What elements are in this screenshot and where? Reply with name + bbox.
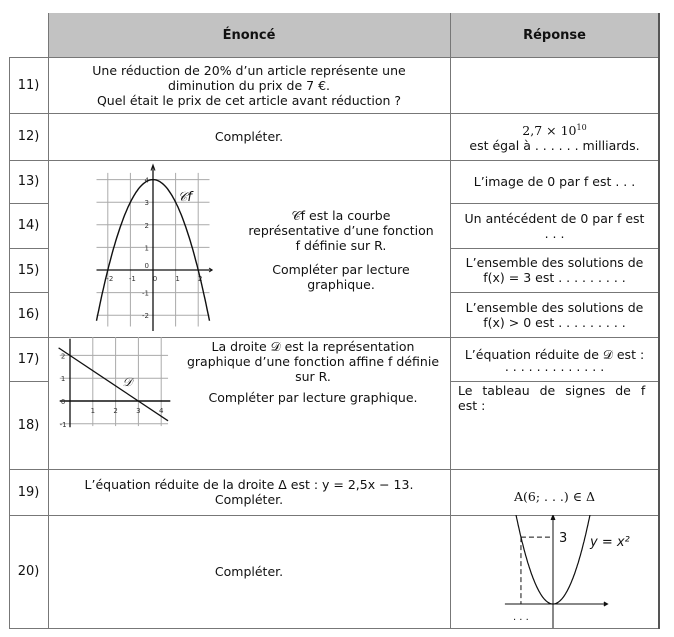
x-tick-label: 3 bbox=[136, 407, 141, 415]
y-tick-label: -2 bbox=[142, 312, 149, 321]
question-text: Compléter par lecture graphique. bbox=[208, 390, 418, 405]
answer-text: L’image de 0 par f est . . . bbox=[473, 174, 636, 189]
question-20: Compléter. bbox=[214, 564, 284, 579]
x-tick-label: 2 bbox=[197, 275, 203, 283]
question-17-18 bbox=[176, 339, 450, 429]
y-tick-label: 2 bbox=[144, 221, 149, 230]
question-text: Une réduction de 20% d’un article représente une bbox=[92, 62, 406, 78]
question-text: graphique. bbox=[307, 277, 375, 292]
x-tick-label: 1 bbox=[90, 407, 96, 415]
answer-17[interactable] bbox=[450, 337, 659, 381]
question-text: graphique d’une fonction affine f définie bbox=[186, 354, 440, 369]
y-tick-label: 2 bbox=[60, 352, 66, 361]
x-mark-label: . . . bbox=[512, 612, 529, 623]
square-function-graph bbox=[451, 515, 658, 637]
row-number: 14) bbox=[17, 218, 40, 233]
x-tick-label: -2 bbox=[106, 275, 114, 283]
header-reponse: Réponse bbox=[523, 27, 586, 43]
answer-18[interactable] bbox=[450, 381, 659, 469]
answer-15[interactable] bbox=[450, 248, 659, 292]
row-number: 19) bbox=[17, 484, 40, 500]
curve-label: y = x² bbox=[590, 535, 630, 551]
x-tick-label: 2 bbox=[113, 407, 118, 415]
x-tick-label: -1 bbox=[128, 275, 136, 283]
row-number: 13) bbox=[17, 174, 40, 189]
answer-text: f(x) > 0 est . . . . . . . . . bbox=[483, 314, 626, 330]
question-text: Compléter par lecture bbox=[272, 262, 410, 277]
question-text: diminution du prix de 7 €. bbox=[167, 77, 331, 93]
y-tick-label: 4 bbox=[144, 176, 149, 185]
row-number: 17) bbox=[17, 351, 40, 367]
answer-13[interactable] bbox=[450, 160, 659, 203]
answer-text: L’équation réduite de 𝒟 est : bbox=[464, 346, 645, 362]
question-text: Compléter. bbox=[214, 492, 284, 507]
y-tick-label: -1 bbox=[59, 420, 67, 429]
question-11 bbox=[48, 57, 450, 113]
answer-text: Le tableau de signes de f bbox=[458, 383, 646, 398]
line-label: 𝒟 bbox=[122, 375, 133, 390]
y-tick-label: 0 bbox=[144, 262, 149, 270]
y-tick-label: -1 bbox=[142, 289, 149, 298]
question-text: f définie sur R. bbox=[295, 238, 387, 253]
question-12: Compléter. bbox=[214, 129, 284, 144]
answer-text: L’ensemble des solutions de bbox=[465, 255, 644, 270]
question-text: La droite 𝒟 est la représentation bbox=[211, 339, 415, 354]
x-tick-label: 1 bbox=[175, 275, 180, 283]
answer-text: L’ensemble des solutions de bbox=[465, 299, 644, 315]
question-text: représentative d’une fonction bbox=[248, 223, 434, 238]
y-tick-label: 1 bbox=[60, 375, 66, 384]
answer-text: . . . bbox=[544, 225, 565, 241]
row-number: 16) bbox=[17, 307, 40, 322]
answer-text: f(x) = 3 est . . . . . . . . . bbox=[483, 270, 626, 285]
question-19 bbox=[48, 469, 450, 515]
row-number: 11) bbox=[17, 77, 40, 93]
header-enonce: Énoncé bbox=[222, 27, 276, 43]
x-tick-label: 0 bbox=[152, 275, 158, 283]
y-mark-label: 3 bbox=[559, 531, 568, 547]
answer-text: Un antécédent de 0 par f est bbox=[464, 210, 645, 226]
question-13-16 bbox=[232, 195, 450, 305]
answer-12[interactable] bbox=[450, 113, 659, 160]
y-axis-arrow bbox=[551, 515, 555, 520]
answer-16[interactable] bbox=[450, 292, 659, 337]
y-tick-label: 3 bbox=[144, 199, 149, 208]
row-number: 15) bbox=[17, 262, 40, 278]
curve-label: 𝒞f bbox=[177, 190, 192, 206]
y-tick-label: 1 bbox=[144, 244, 149, 253]
row-number: 20) bbox=[17, 564, 40, 579]
x-tick-label: 4 bbox=[158, 407, 164, 415]
question-text: sur R. bbox=[295, 369, 331, 384]
question-text: 𝒞f est la courbe bbox=[291, 208, 391, 223]
question-text: Quel était le prix de cet article avant réduction ? bbox=[96, 92, 402, 108]
line-graph bbox=[52, 337, 174, 433]
answer-11[interactable] bbox=[450, 57, 659, 113]
x-axis-arrow bbox=[604, 602, 608, 606]
question-text: L’équation réduite de la droite Δ est : y = 2,5x − 13. bbox=[84, 477, 414, 492]
row-number: 18) bbox=[17, 417, 40, 433]
answer-14[interactable] bbox=[450, 203, 659, 248]
row-number: 12) bbox=[17, 129, 40, 144]
answer-text: est : bbox=[458, 398, 486, 413]
answer-text: est égal à . . . . . . milliards. bbox=[469, 138, 640, 154]
answer-19[interactable]: A(6; . . .) ∈ Δ bbox=[513, 488, 595, 504]
scientific-number: $2,7 \times 10^{10}$ bbox=[522, 122, 587, 139]
answer-text: . . . . . . . . . . . . . bbox=[504, 358, 605, 374]
y-tick-label: 0 bbox=[60, 398, 66, 406]
parabola-graph bbox=[85, 162, 225, 336]
